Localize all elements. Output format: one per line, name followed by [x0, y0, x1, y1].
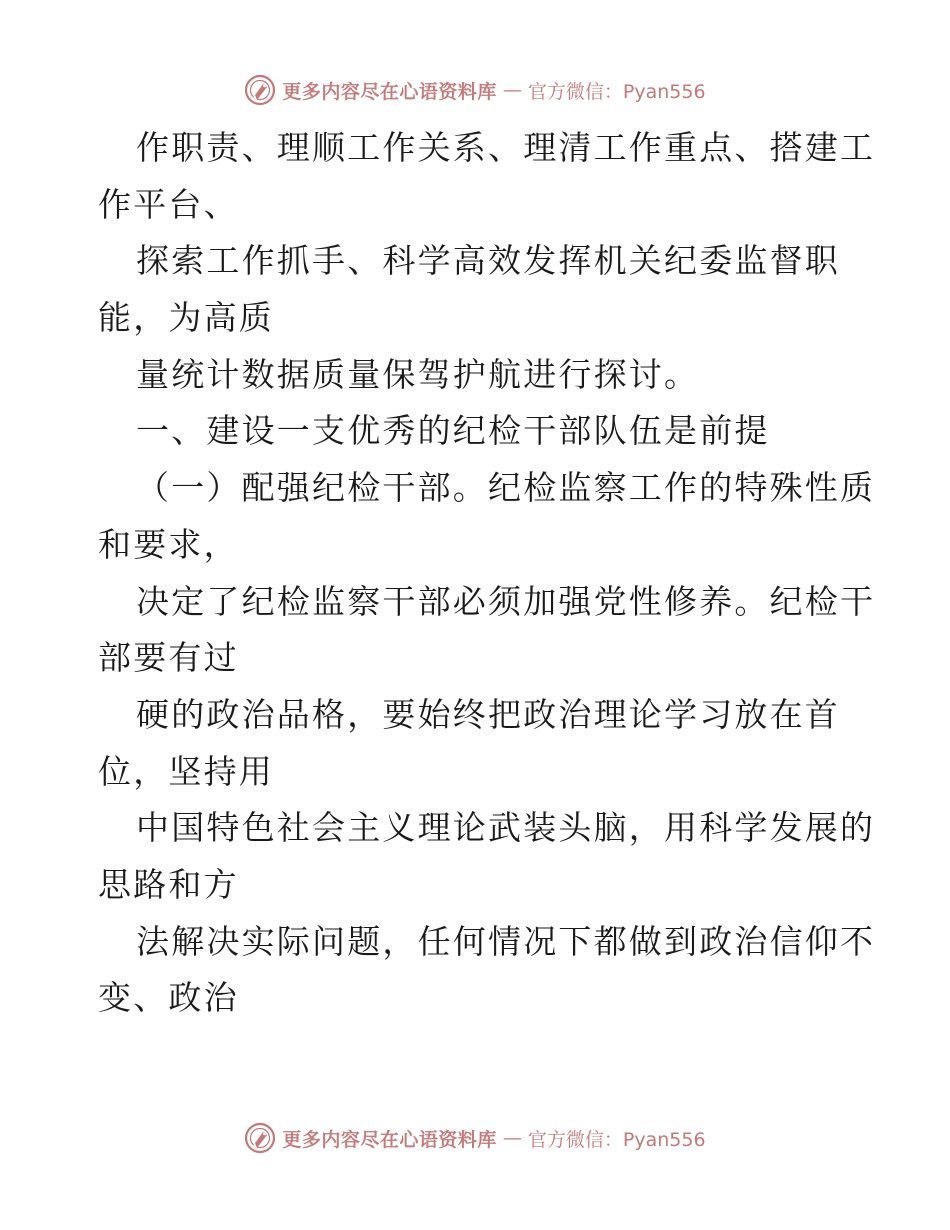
text-line: 变、政治: [98, 978, 239, 1018]
text-line: （一）配强纪检干部。纪检监察工作的特殊性质: [136, 468, 876, 508]
pen-nib-logo-icon: [244, 74, 276, 106]
text-line: 能，为高质: [98, 298, 274, 338]
header-banner-text: 更多内容尽在心语资料库: [282, 80, 497, 103]
text-line: 作职责、理顺工作关系、理清工作重点、搭建工: [136, 128, 876, 167]
footer-banner-wechat: 官方微信：Pyan556: [527, 1128, 706, 1151]
header-banner-wechat: 官方微信：Pyan556: [527, 80, 706, 103]
text-line: 思路和方: [98, 864, 239, 904]
section-heading: 一、建设一支优秀的纪检干部队伍是前提: [136, 411, 770, 451]
text-line: 探索工作抓手、科学高效发挥机关纪委监督职: [136, 241, 840, 281]
text-line: 决定了纪检监察干部必须加强党性修养。纪检干: [136, 581, 876, 621]
text-line: 硬的政治品格，要始终把政治理论学习放在首: [136, 694, 840, 734]
footer-banner: [244, 1122, 705, 1154]
text-line: 位，坚持用: [98, 751, 274, 791]
header-banner: [244, 74, 705, 106]
text-line: 中国特色社会主义理论武装头脑，用科学发展的: [136, 808, 876, 848]
footer-banner-dash: —: [502, 1127, 522, 1149]
text-line: 部要有过: [98, 638, 239, 678]
text-line: 作平台、: [98, 184, 239, 224]
page-header: [0, 70, 950, 110]
pen-nib-logo-icon: [244, 1122, 276, 1154]
text-line: 法解决实际问题，任何情况下都做到政治信仰不: [136, 921, 876, 961]
header-banner-dash: —: [502, 79, 522, 101]
footer-banner-text: 更多内容尽在心语资料库: [282, 1128, 497, 1151]
page-footer: [0, 1118, 950, 1158]
text-line: 量统计数据质量保驾护航进行探讨。: [136, 354, 700, 394]
text-line: 和要求，: [98, 524, 239, 564]
document-body: [98, 120, 876, 1027]
